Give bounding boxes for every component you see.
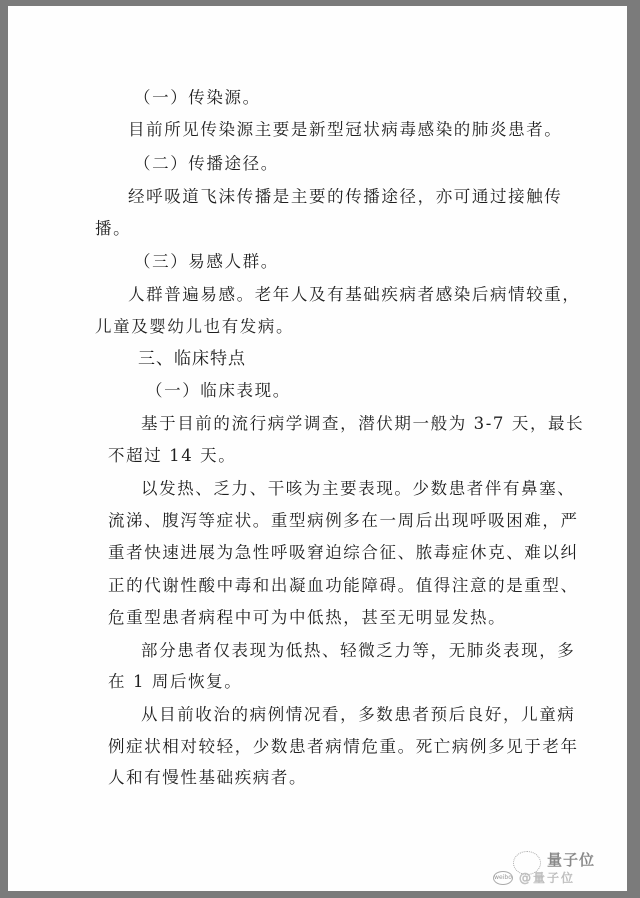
paragraph-line: 以发热、乏力、干咳为主要表现。少数患者伴有鼻塞、 [141,479,576,498]
paragraph-line: 重者快速进展为急性呼吸窘迫综合征、脓毒症休克、难以纠 [108,543,579,562]
paragraph-line: 危重型患者病程中可为中低热，甚至无明显发热。 [108,608,507,627]
watermark-handle: @量子位 [519,871,576,885]
paragraph-line: 基于目前的流行病学调查，潜伏期一般为 3-7 天，最长 [141,414,585,433]
paragraph-line: 流涕、腹泻等症状。重型病例多在一周后出现呼吸困难，严 [108,511,579,530]
paragraph-line: 不超过 14 天。 [108,446,237,465]
paragraph-line: 人和有慢性基础疾病者。 [108,768,308,787]
paragraph-line: 部分患者仅表现为低热、轻微乏力等，无肺炎表现，多 [141,641,576,660]
subheading-susceptible-population: （三）易感人群。 [134,252,279,271]
paragraph-line: 儿童及婴幼儿也有发病。 [95,317,295,336]
paragraph-line: 正的代谢性酸中毒和出凝血功能障碍。值得注意的是重型、 [108,576,579,595]
document-page [8,6,627,891]
watermark [455,845,615,885]
paragraph-line: 人群普遍易感。老年人及有基础疾病者感染后病情较重， [128,285,581,304]
paragraph-line: 播。 [95,219,132,238]
paragraph-line: 目前所见传染源主要是新型冠状病毒感染的肺炎患者。 [128,120,563,139]
subheading-transmission-source: （一）传染源。 [134,88,261,107]
paragraph-line: 从目前收治的病例情况看，多数患者预后良好，儿童病 [141,705,576,724]
subheading-transmission-route: （二）传播途径。 [134,154,279,173]
watermark-title: 量子位 [547,851,596,869]
paragraph-line: 经呼吸道飞沫传播是主要的传播途径，亦可通过接触传 [128,187,563,206]
subheading-clinical-manifestation: （一）临床表现。 [146,381,291,400]
paragraph-line: 例症状相对较轻，少数患者病情危重。死亡病例多见于老年 [108,737,579,756]
section-heading-clinical-features: 三、临床特点 [138,349,246,369]
paragraph-line: 在 1 周后恢复。 [108,672,243,691]
weibo-logo-icon: weibo [493,871,513,885]
